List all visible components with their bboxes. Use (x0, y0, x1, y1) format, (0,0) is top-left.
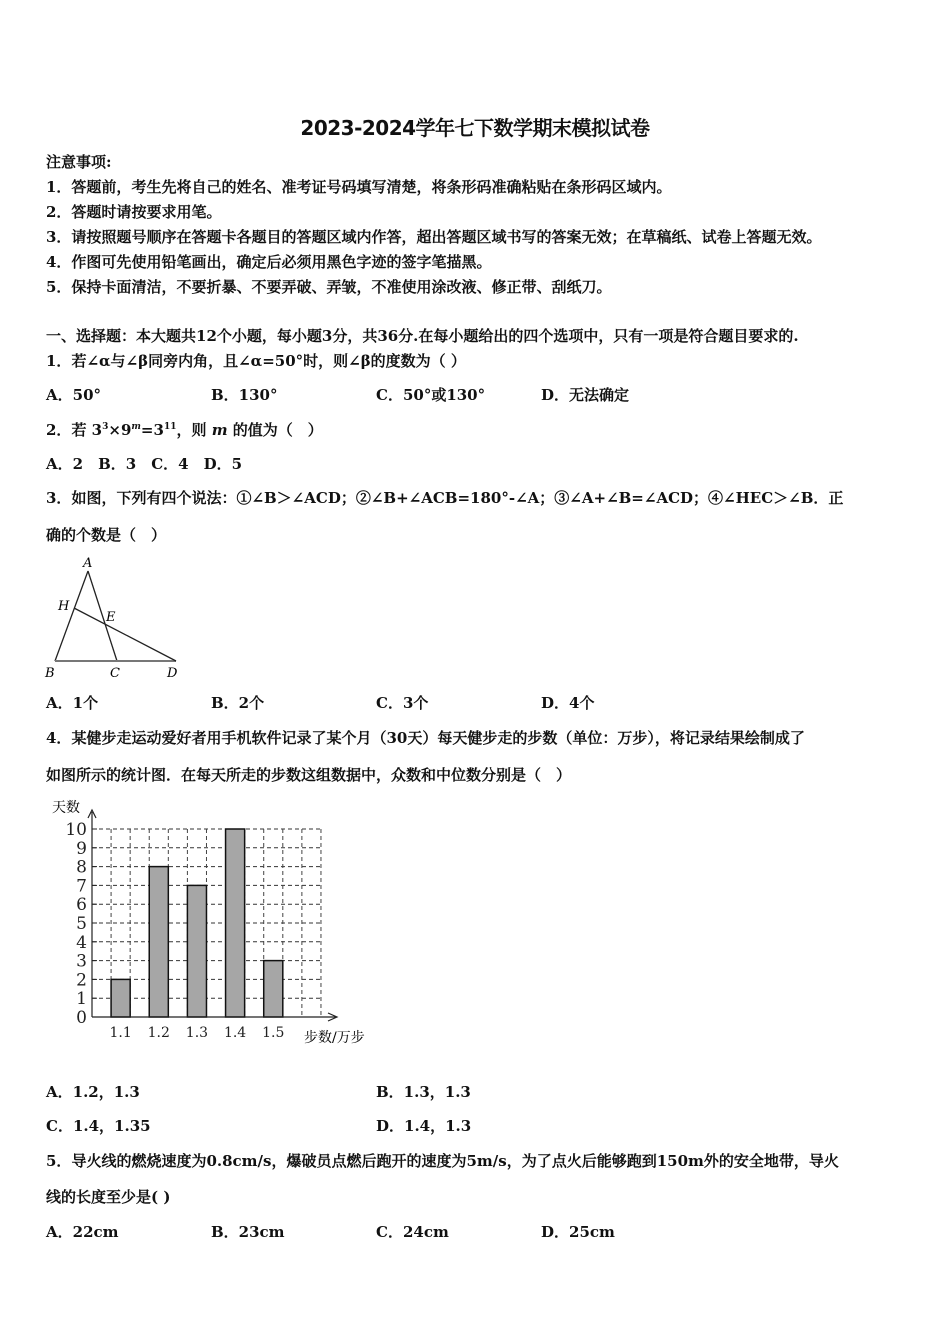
page-title: 2023-2024学年七下数学期末模拟试卷 (300, 116, 650, 140)
bar (264, 961, 283, 1017)
question-5-stem-line2: 线的长度至少是( ) (46, 1188, 171, 1206)
y-tick-label: 1 (76, 989, 87, 1010)
q3-option-c: C．3个 (376, 694, 429, 712)
bar (149, 867, 168, 1017)
y-axis-label: 天数 (52, 800, 80, 816)
bar (111, 979, 130, 1017)
bar-chart (40, 795, 390, 1055)
q4-option-c: C．1.4，1.35 (46, 1117, 151, 1135)
q1-option-a: A．50° (46, 386, 102, 404)
question-number: 3． (46, 489, 72, 507)
q5-option-b: B．23cm (211, 1223, 285, 1241)
notice-item-4: 4．作图可先使用铅笔画出，确定后必须用黑色字迹的签字笔描黑。 (46, 253, 492, 271)
question-4-stem-line1 (46, 728, 805, 748)
question-number: 5． (46, 1152, 72, 1170)
triangle-figure (40, 552, 190, 682)
q5-option-c: C．24cm (376, 1223, 449, 1241)
x-tick-label: 1.4 (223, 1025, 247, 1041)
exponent: 3 (102, 422, 109, 432)
question-2-stem (46, 420, 323, 440)
label-a: A (83, 556, 93, 571)
q1-option-c: C．50°或130° (376, 386, 486, 404)
label-c: C (110, 666, 120, 681)
question-text: 某健步走运动爱好者用手机软件记录了某个月（30天）每天健步走的步数（单位：万步），将记录结果绘制成了 (71, 729, 805, 747)
q4-option-d: D．1.4，1.3 (376, 1117, 472, 1135)
y-tick-label: 4 (76, 932, 87, 953)
question-text: 导火线的燃烧速度为0.8cm/s，爆破员点燃后跑开的速度为5m/s，为了点火后能够跑到150m外的安全地带，导火 (71, 1152, 839, 1170)
q2-options: A．2 B．3 C．4 D．5 (46, 455, 243, 473)
y-tick-label: 10 (65, 820, 87, 840)
q5-option-d: D．25cm (541, 1223, 615, 1241)
y-tick-label: 5 (76, 914, 87, 934)
section-heading: 一、选择题：本大题共12个小题，每小题3分，共36分.在每小题给出的四个选项中，只有一项是符合题目要求的. (46, 327, 799, 345)
expr-part: =3 (140, 421, 164, 439)
question-text: 如图，下列有四个说法：①∠B＞∠ACD；②∠B+∠ACB=180°-∠A；③∠A+∠B=∠ACD；④∠HEC＞∠B．正 (71, 489, 844, 507)
expr-part: 若 3 (71, 421, 103, 439)
question-number: 4． (46, 729, 72, 747)
y-tick-label: 9 (76, 838, 87, 859)
q1-option-d: D．无法确定 (541, 386, 630, 404)
variable-m: m (211, 421, 228, 439)
question-number: 1． (46, 352, 72, 370)
notice-heading: 注意事项: (46, 153, 112, 171)
notice-item-2: 2．答题时请按要求用笔。 (46, 203, 222, 221)
question-number: 2． (46, 421, 72, 439)
q4-option-b: B．1.3，1.3 (376, 1083, 471, 1101)
q3-option-b: B．2个 (211, 694, 265, 712)
x-tick-label: 1.2 (147, 1025, 170, 1041)
q3-option-a: A．1个 (46, 694, 99, 712)
x-axis-label: 步数/万步 (304, 1030, 365, 1046)
q3-option-d: D．4个 (541, 694, 595, 712)
notice-item-3: 3．请按照题号顺序在答题卡各题目的答题区域内作答，超出答题区域书写的答案无效；在草稿纸、试卷上答题无效。 (46, 228, 822, 246)
q4-option-a: A．1.2，1.3 (46, 1083, 140, 1101)
x-tick-label: 1.5 (262, 1025, 285, 1041)
x-tick-label: 1.1 (109, 1025, 132, 1041)
exponent: 11 (163, 422, 177, 432)
expr-part: ×9 (108, 421, 132, 439)
label-b: B (45, 666, 55, 681)
x-tick-label: 1.3 (185, 1025, 209, 1041)
segment-hd (74, 608, 176, 661)
y-tick-label: 2 (76, 970, 87, 991)
q1-option-b: B．130° (211, 386, 278, 404)
q5-option-a: A．22cm (46, 1223, 119, 1241)
question-text: 若∠α与∠β同旁内角，且∠α=50°时，则∠β的度数为（ ） (71, 352, 466, 370)
label-e: E (106, 610, 116, 625)
y-tick-label: 0 (76, 1008, 87, 1028)
y-tick-label: 6 (76, 895, 87, 916)
y-tick-label: 7 (76, 876, 87, 897)
x-tick-labels (109, 1025, 284, 1041)
question-1-stem (46, 351, 466, 371)
question-3-stem-line1 (46, 488, 843, 508)
segment-ab (55, 571, 88, 661)
y-tick-label: 3 (76, 951, 87, 972)
question-5-stem-line1 (46, 1151, 839, 1171)
label-h: H (58, 599, 70, 614)
expr-part: ，则 (176, 421, 212, 439)
bar (226, 829, 245, 1017)
notice-item-1: 1．答题前，考生先将自己的姓名、准考证号码填写清楚，将条形码准确粘贴在条形码区域内。 (46, 178, 672, 196)
y-tick-label: 8 (76, 857, 87, 878)
notice-item-5: 5．保持卡面清洁，不要折暴、不要弄破、弄皱，不准使用涂改液、修正带、刮纸刀。 (46, 278, 612, 296)
label-d: D (167, 666, 178, 681)
question-4-stem-line2: 如图所示的统计图．在每天所走的步数这组数据中，众数和中位数分别是（ ） (46, 766, 572, 784)
exponent: m (131, 422, 141, 432)
expr-part: 的值为（ ） (227, 421, 323, 439)
question-3-stem-line2: 确的个数是（ ） (46, 526, 167, 544)
bar (187, 885, 206, 1017)
